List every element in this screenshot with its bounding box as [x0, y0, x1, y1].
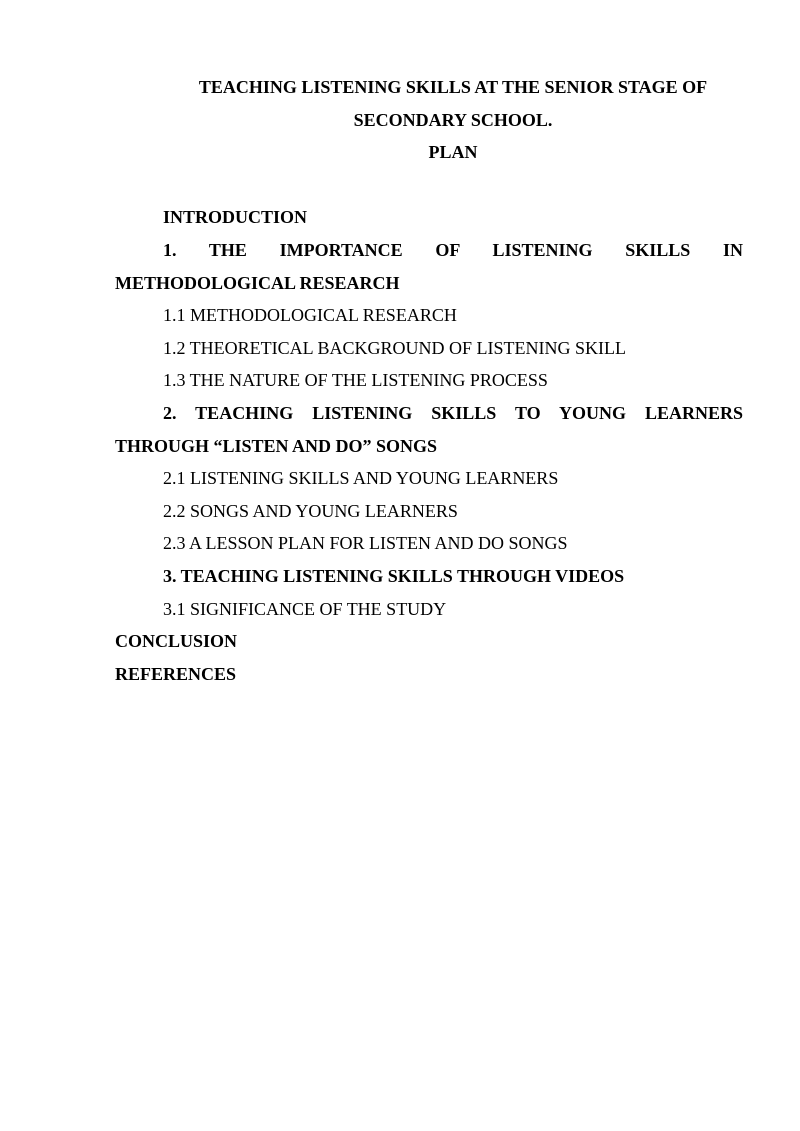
title-line-2: SECONDARY SCHOOL. — [353, 109, 553, 130]
references-heading: REFERENCES — [115, 663, 237, 684]
chapter-1-heading — [115, 234, 743, 299]
document-title — [115, 71, 743, 169]
section-2-1: 2.1 LISTENING SKILLS AND YOUNG LEARNERS — [163, 468, 559, 489]
plan-heading: PLAN — [428, 142, 478, 163]
section-1-1: 1.1 METHODOLOGICAL RESEARCH — [163, 305, 457, 326]
chapter-1-line-1: 1. THE IMPORTANCE OF LISTENING SKILLS IN — [163, 239, 743, 260]
chapter-3-heading: 3. TEACHING LISTENING SKILLS THROUGH VIDEOS — [163, 565, 625, 586]
chapter-2-heading — [115, 397, 743, 462]
title-line-1: TEACHING LISTENING SKILLS AT THE SENIOR STAGE OF — [198, 77, 708, 97]
conclusion-heading: CONCLUSION — [115, 631, 238, 652]
section-2-3: 2.3 A LESSON PLAN FOR LISTEN AND DO SONGS — [163, 533, 568, 554]
chapter-2-line-1: 2. TEACHING LISTENING SKILLS TO YOUNG LEARNERS — [163, 402, 743, 423]
introduction-heading: INTRODUCTION — [163, 207, 308, 228]
section-2-2: 2.2 SONGS AND YOUNG LEARNERS — [163, 500, 458, 521]
plan-content — [115, 71, 743, 690]
section-3-1: 3.1 SIGNIFICANCE OF THE STUDY — [163, 598, 447, 619]
section-1-2: 1.2 THEORETICAL BACKGROUND OF LISTENING SKILL — [163, 337, 626, 358]
section-1-3: 1.3 THE NATURE OF THE LISTENING PROCESS — [163, 370, 548, 391]
chapter-2-line-2: THROUGH “LISTEN AND DO” SONGS — [115, 435, 438, 456]
blank-line — [115, 169, 743, 202]
chapter-1-line-2: METHODOLOGICAL RESEARCH — [115, 272, 400, 293]
